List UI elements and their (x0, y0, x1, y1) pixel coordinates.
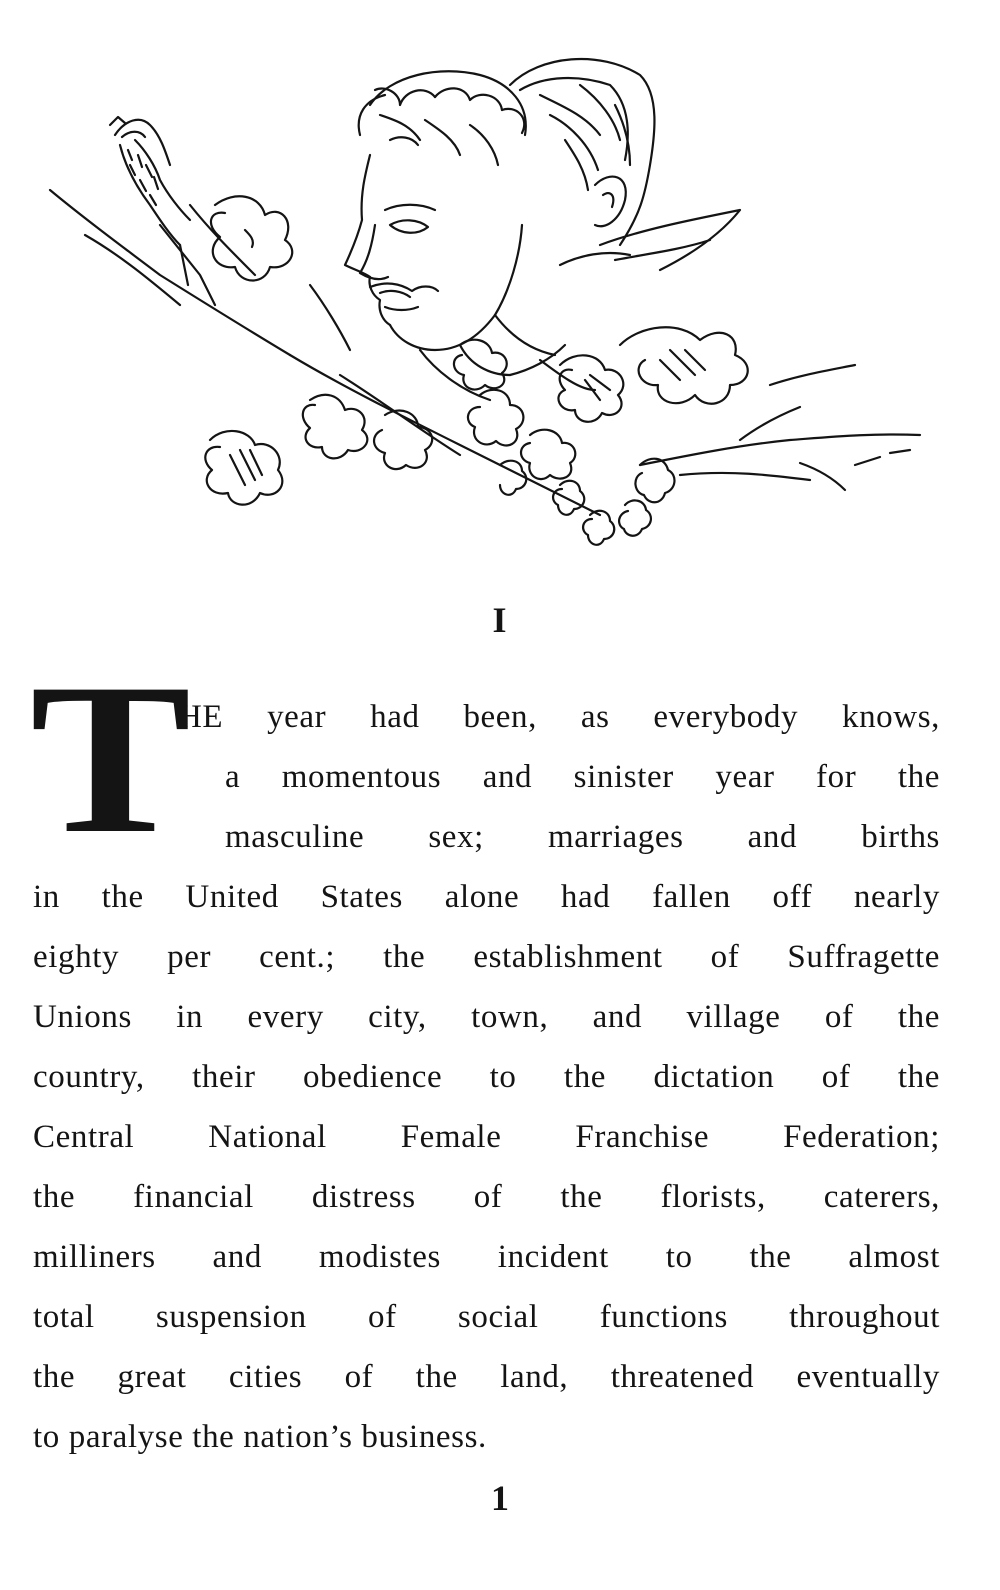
text-line: Unions in every city, town, and village of the (33, 999, 940, 1035)
text-line: to paralyse the nation’s business. (33, 1419, 487, 1455)
text-line: the great cities of the land, threatened eventually (33, 1359, 940, 1395)
second-figure-head (510, 59, 740, 270)
text-line: total suspension of social functions throughout (33, 1299, 940, 1335)
text-line: eighty per cent.; the establishment of Suffragette (33, 939, 940, 975)
chapter-number: I (492, 600, 508, 640)
flowers-illustration (205, 196, 747, 545)
text-line: masculine sex; marriages and births (225, 819, 940, 855)
text-line: country, their obedience to the dictation of the (33, 1059, 940, 1095)
drop-cap: T (30, 639, 192, 878)
text-line: Central National Female Franchise Federation; (33, 1119, 940, 1155)
text-line: milliners and modistes incident to the almost (33, 1239, 940, 1275)
text-line: HE year had been, as everybody knows, (178, 699, 940, 735)
text-line: the financial distress of the florists, caterers, (33, 1179, 940, 1215)
front-figure-head (345, 71, 595, 400)
text-line: a momentous and sinister year for the (225, 759, 940, 795)
text-line: in the United States alone had fallen off nearly (33, 879, 940, 915)
chapter-head-illustration (40, 45, 940, 565)
branches-illustration (50, 190, 920, 515)
page-number: 1 (491, 1478, 509, 1518)
